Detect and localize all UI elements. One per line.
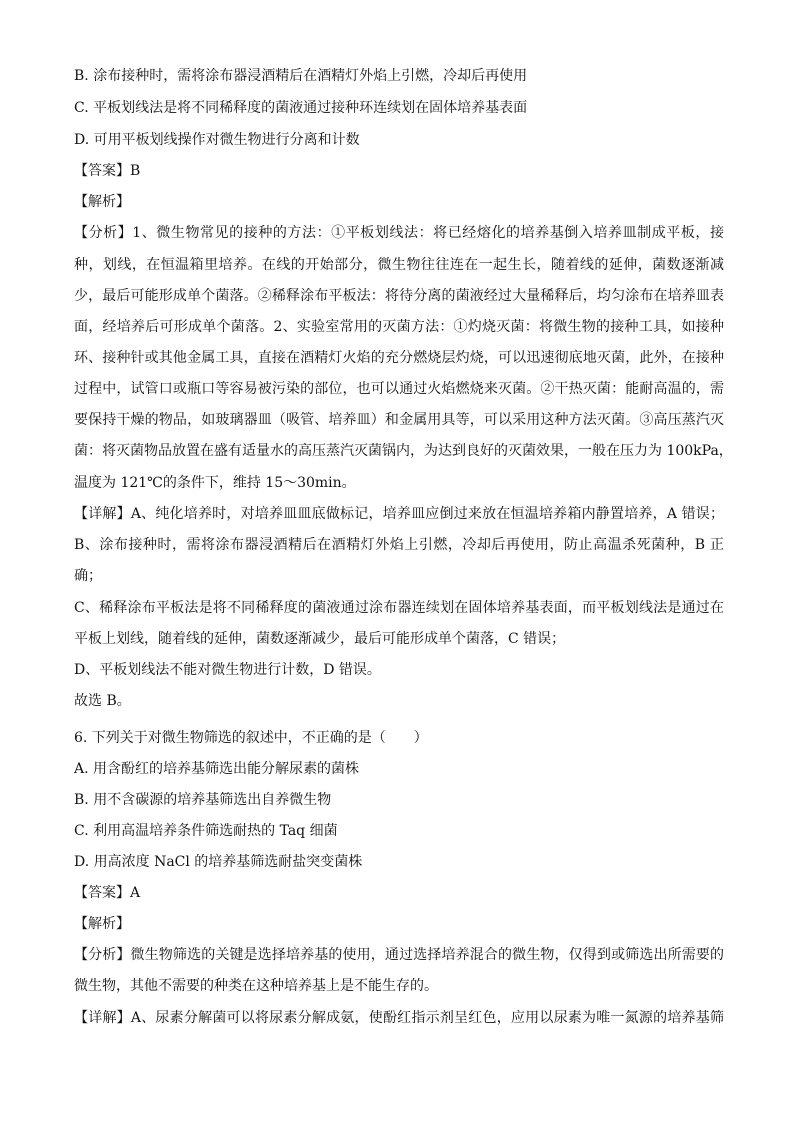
text-line: 面，经培养后可形成单个菌落。2、实验室常用的灭菌方法：①灼烧灭菌：将微生物的接种工具，如接种	[74, 319, 724, 335]
text-line: C、稀释涂布平板法是将不同稀释度的菌液通过涂布器连续划在固体培养基表面，而平板划线法是通过在	[74, 600, 724, 616]
text-line: A. 用含酚红的培养基筛选出能分解尿素的菌株	[74, 761, 360, 777]
text-line: 【解析】	[74, 194, 130, 210]
text-line: 平板上划线，随着线的延伸，菌数逐渐减少，最后可能形成单个菌落，C 错误；	[74, 631, 566, 647]
text-line: 故选 B。	[74, 693, 131, 709]
text-line: 少，最后可能形成单个菌落。②稀释涂布平板法：将待分离的菌液经过大量稀释后，均匀涂布在培养皿表	[74, 288, 724, 304]
text-line: 【分析】微生物筛选的关键是选择培养基的使用，通过选择培养混合的微生物，仅得到或筛选出所需要的	[74, 947, 724, 963]
text-line: D. 可用平板划线操作对微生物进行分离和计数	[74, 132, 360, 148]
text-line: D、平板划线法不能对微生物进行计数，D 错误。	[74, 662, 381, 678]
text-line: 【详解】A、纯化培养时，对培养皿皿底做标记，培养皿应倒过来放在恒温培养箱内静置培养，A 错误；	[74, 506, 724, 522]
text-line: 6. 下列关于对微生物筛选的叙述中，不正确的是（ ）	[74, 730, 428, 746]
text-line: 确；	[74, 568, 102, 584]
text-line: 环、接种针或其他金属工具，直接在酒精灯火焰的充分燃烧层灼烧，可以迅速彻底地灭菌，此外，在接种	[74, 350, 724, 366]
text-line: C. 利用高温培养条件筛选耐热的 Taq 细菌	[74, 823, 338, 839]
text-line: 微生物，其他不需要的种类在这种培养基上是不能生存的。	[74, 978, 438, 994]
text-line: 温度为 121℃的条件下，维持 15～30min。	[74, 475, 356, 491]
text-line: 【解析】	[74, 916, 130, 932]
text-line: 菌：将灭菌物品放置在盛有适量水的高压蒸汽灭菌锅内，为达到良好的灭菌效果，一般在压力为 100kPa，	[74, 443, 733, 459]
text-line: 【答案】A	[74, 885, 141, 901]
text-line: 要保持干燥的物品，如玻璃器皿（吸管、培养皿）和金属用具等，可以采用这种方法灭菌。③高压蒸汽灭	[74, 412, 724, 428]
text-line: 【答案】B	[74, 163, 141, 179]
text-line: 种，划线，在恒温箱里培养。在线的开始部分，微生物往往连在一起生长，随着线的延伸，菌数逐渐减	[74, 257, 724, 273]
text-line: B. 用不含碳源的培养基筛选出自养微生物	[74, 792, 332, 808]
text-line: B. 涂布接种时，需将涂布器浸酒精后在酒精灯外焰上引燃，冷却后再使用	[74, 68, 528, 84]
text-line: 【分析】1、微生物常见的接种的方法：①平板划线法：将已经熔化的培养基倒入培养皿制成平板，接	[74, 225, 724, 241]
text-line: B、涂布接种时，需将涂布器浸酒精后在酒精灯外焰上引燃，冷却后再使用，防止高温杀死菌种，B 正	[74, 537, 724, 553]
text-line: D. 用高浓度 NaCl 的培养基筛选耐盐突变菌株	[74, 854, 363, 870]
text-line: C. 平板划线法是将不同稀释度的菌液通过接种环连续划在固体培养基表面	[74, 100, 528, 116]
text-line: 过程中，试管口或瓶口等容易被污染的部位，也可以通过火焰燃烧来灭菌。②干热灭菌：能耐高温的，需	[74, 381, 724, 397]
text-line: 【详解】A、尿素分解菌可以将尿素分解成氨，使酚红指示剂呈红色，应用以尿素为唯一氮源的培养基筛	[74, 1010, 724, 1026]
